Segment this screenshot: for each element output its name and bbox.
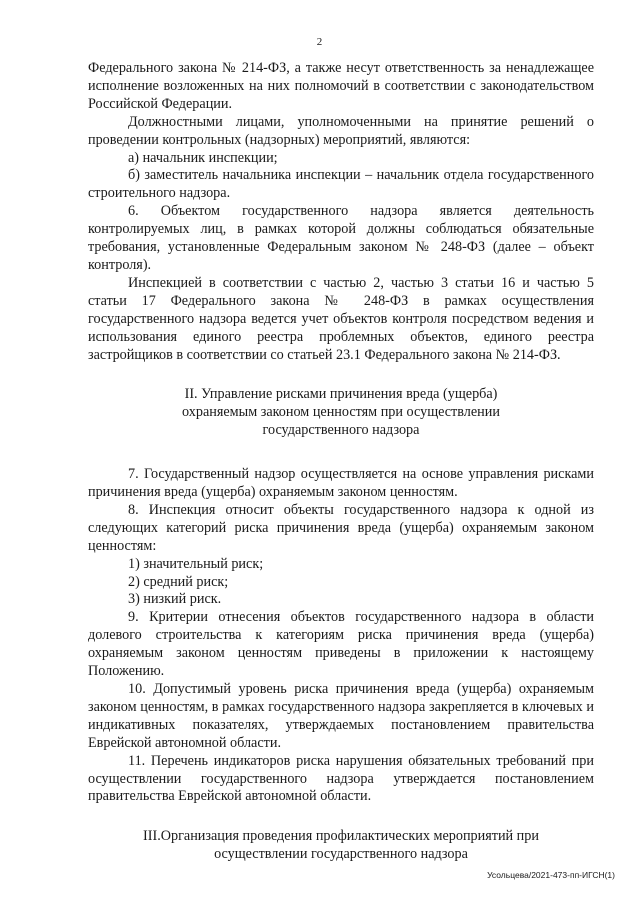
section-heading-line: II. Управление рисками причинения вреда (ущерба) <box>184 386 498 403</box>
paragraph: 8. Инспекция относит объекты государственного надзора к одной из следующих категорий риска причинения вреда (ущерба) охраняемым законом ценностям: <box>88 501 594 554</box>
paragraph: 9. Критерии отнесения объектов государственного надзора в области долевого строительства к категориям риска причинения вреда (ущерба) охраняемым законом ценностям приведены в приложении к настоящему Положению. <box>88 609 594 680</box>
document-footer-code: Усольцева/2021-473-пп-ИГСН(1) <box>487 870 615 880</box>
paragraph: б) заместитель начальника инспекции – начальник отдела государственного строительного надзора. <box>88 167 594 202</box>
section-heading-line: охраняемым законом ценностям при осуществлении <box>182 404 500 421</box>
paragraph: 7. Государственный надзор осуществляется на основе управления рисками причинения вреда (ущерба) охраняемым законом ценностям. <box>88 466 594 501</box>
paragraph: Федерального закона № 214-ФЗ, а также несут ответственность за ненадлежащее исполнение возложенных на них полномочий в соответствии с законодательством Российской Федерации. <box>88 60 594 112</box>
page-number: 2 <box>316 36 323 48</box>
section-heading-line: государственного надзора <box>262 422 420 439</box>
list-item: 2) средний риск; <box>128 573 229 590</box>
paragraph: 11. Перечень индикаторов риска нарушения обязательных требований при осуществлении государственного надзора утверждается постановлением правительства Еврейской автономной области. <box>88 752 594 805</box>
section-heading-line: III.Организация проведения профилактических мероприятий при <box>143 828 539 845</box>
list-item: а) начальник инспекции; <box>128 149 278 166</box>
section-heading-line: осуществлении государственного надзора <box>214 846 468 863</box>
paragraph: Должностными лицами, уполномоченными на принятие решений о проведении контрольных (надзорных) мероприятий, являются: <box>88 113 594 148</box>
section-heading <box>88 828 594 864</box>
list-item: 3) низкий риск. <box>128 591 222 608</box>
paragraph: 10. Допустимый уровень риска причинения вреда (ущерба) охраняемым законом ценностям, в рамках государственного надзора закрепляется в ключевых и индикативных показателях, утверждаемых постановлением правительства Еврейской автономной области. <box>88 681 594 751</box>
list-item: 1) значительный риск; <box>128 555 264 572</box>
paragraph: 6. Объектом государственного надзора является деятельность контролируемых лиц, в рамках которой должны соблюдаться обязательные требования, установленные Федеральным законом № 248-ФЗ (далее – объект контроля). <box>88 203 594 273</box>
section-heading <box>88 386 594 440</box>
document-body <box>88 60 594 864</box>
paragraph: Инспекцией в соответствии с частью 2, частью 3 статьи 16 и частью 5 статьи 17 Федерального закона № 248-ФЗ в рамках осуществления государственного надзора ведется учет объектов контроля посредством ведения и использования единого реестра проблемных объектов, единого реестра застройщиков в соответствии со статьей 23.1 Федерального закона № 214-ФЗ. <box>88 274 594 363</box>
